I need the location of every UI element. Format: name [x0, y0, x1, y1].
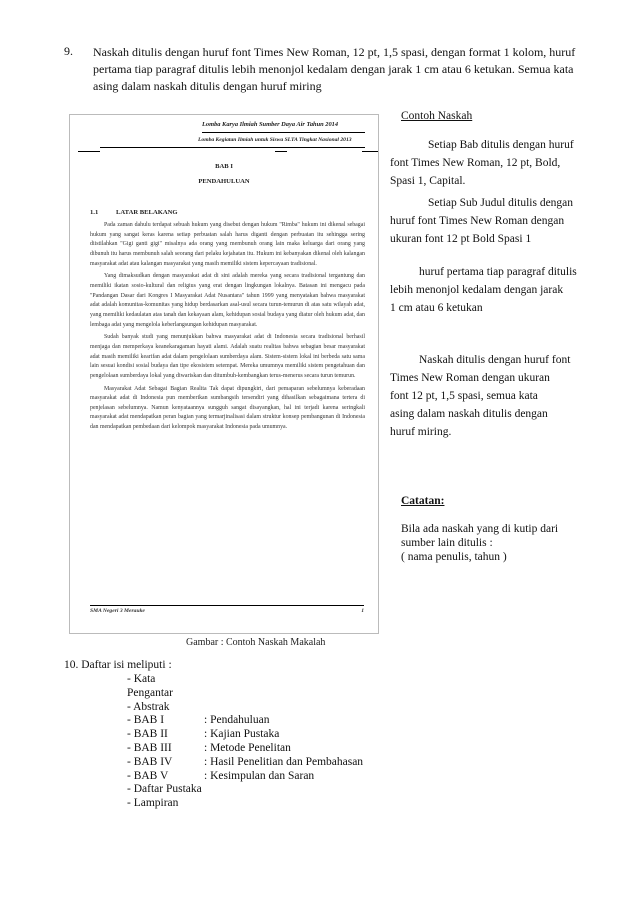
paper-chapter-title: PENDAHULUAN: [198, 178, 250, 185]
paper-rule-right: [362, 151, 378, 152]
naskah-note-line-2: Times New Roman dengan ukuran: [390, 372, 550, 384]
paper-paragraph: Pada zaman dahulu terdapat sebuah hukum yang disebut dengan hukum "Rimba" hukum ini dikenal sebagai hukum yang sangat keras karena setiap perbuatan salah harus diganti dengan perbuatan itu sehingga sering diistilahkan "Gigi ganti gigi" misalnya ada orang yang membunuh orang lain maka keluarga dari orang yang dibunuh itu harus membunuh salah seorang dari pelaku kejahatan itu. Hukum ini kebanyakan dikenal oleh kalangan masyarakat adat atau kalangan masyarakat yang masih memiliki sistem kepercayaan tradisional.: [90, 222, 365, 267]
paper-body: [90, 221, 365, 436]
toc-entry-title: : Kajian Pustaka: [204, 728, 280, 741]
item-9-number: 9.: [64, 44, 73, 58]
paper-paragraph: Masyarakat Adat Sebagai Bagian Realita Tak dapat dipungkiri, dari pemaparan sebelumnya keberadaan masyarakat adat di Indonesia pun memberikan sumbangsih tersendiri yang dihasilkan sebagaimana tertera di penjelasan sebelumnya. Namun kenyataannya sungguh sangat disayangkan, hal ini terjadi karena seringkali masyarakat adat mendapatkan peran bagian yang termarjinalisasi dalam struktur konsep pembangunan di Indonesia dan mendapatkan pembedaan dari kelompok masyarakat Indonesia pada umumnya.: [90, 385, 365, 431]
paper-section-number: 1.1: [90, 209, 99, 216]
toc-entry: [127, 673, 363, 701]
paper-footer-page: 1: [361, 608, 364, 614]
toc-entry-label: - Kata Pengantar: [127, 673, 173, 699]
toc-entry-title: : Hasil Penelitian dan Pembahasan: [204, 755, 364, 768]
figure-caption: Gambar : Contoh Naskah Makalah: [186, 637, 326, 648]
toc-entry-label: - BAB I: [127, 714, 165, 727]
toc-entry-title: : Metode Penelitan: [204, 741, 291, 754]
toc-entry-label: - Daftar Pustaka: [127, 783, 202, 796]
toc-entry: [127, 797, 363, 811]
catatan-title: Catatan:: [401, 495, 445, 507]
paragraf-note-line-1: huruf pertama tiap paragraf ditulis: [419, 266, 577, 278]
bab-note-line-3: Spasi 1, Capital.: [390, 175, 466, 187]
toc-entry: [127, 714, 363, 728]
catatan-line-2: sumber lain ditulis :: [401, 537, 493, 549]
paper-rule-left: [78, 151, 100, 152]
paper-header-rule-2: [100, 147, 365, 148]
bab-note-line-1: Setiap Bab ditulis dengan huruf: [428, 139, 574, 151]
toc-entry-label: - BAB II: [127, 728, 168, 741]
paper-section-title: LATAR BELAKANG: [116, 209, 178, 216]
subjudul-note-line-1: Setiap Sub Judul ditulis dengan: [428, 197, 574, 209]
item-9-line-1: Naskah ditulis dengan huruf font Times New Roman, 12 pt, 1,5 spasi, dengan format 1 kolom, huruf: [93, 45, 576, 59]
naskah-note-line-4: asing dalam naskah ditulis dengan: [390, 408, 548, 420]
item-9-line-3: asing dalam naskah ditulis dengan huruf miring: [93, 79, 322, 93]
toc-entry-label: - BAB III: [127, 741, 172, 754]
paper-footer-school: SMA Negeri 3 Merauke: [90, 608, 145, 614]
subjudul-note-line-3: ukuran font 12 pt Bold Spasi 1: [390, 233, 532, 245]
paper-footer: [90, 605, 364, 614]
paper-paragraph: Yang dimaksudkan dengan masyarakat adat di sini adalah mereka yang secara tradisional tergantung dan memiliki ikatan sosio-kultural dan religius yang erat dengan lingkungan lokalnya. Batasan ini mengacu pada "Pandangan Dasar dari Kongres I Masyarakat Adat Nusantara" tahun 1999 yang menyatakan bahwa masyarakat adat adalah komunitas-komunitas yang hidup berdasarkan asal-usul secara turun-temurun di atas satu wilayah adat, yang memiliki kedaulatan atas tanah dan kekayaan alam, kehidupan sosial budaya yang diatur oleh hukum adat, dan lembaga adat yang mengelola keberlangsungan kehidupan masyarakat.: [90, 273, 365, 328]
paper-paragraph: Sudah banyak studi yang menunjukkan bahwa masyarakat adat di Indonesia secara tradisional berhasil menjaga dan memperkaya keanekaragaman hayati alami. Adalah suatu realitas bahwa sebagian besar masyarakat adat masih memiliki kearifan adat dalam pengelolaan sumberdaya alam. Sistem-sistem lokal ini berbeda satu sama lain sesuai kondisi sosial budaya dan tipe ekosistem setempat. Mereka umumnya memiliki sistem pengetahuan dan pengelolaan sumberdaya lokal yang diwariskan dan ditumbuh-kembangkan terus-menerus secara turun temurun.: [90, 334, 365, 379]
toc-entry-label: - BAB IV: [127, 755, 173, 768]
catatan-line-3: ( nama penulis, tahun ): [401, 551, 507, 563]
naskah-note-line-5: huruf miring.: [390, 426, 452, 438]
toc-entry-label: - Lampiran: [127, 797, 179, 810]
paper-header-rule-1: [202, 132, 365, 133]
paragraf-note-line-2: lebih menonjol kedalam dengan jarak: [390, 284, 564, 296]
paper-rule-mid: [275, 151, 287, 152]
sample-paper-image: [69, 114, 379, 634]
subjudul-note-line-2: huruf font Times New Roman dengan: [390, 215, 565, 227]
item-10-heading: 10. Daftar isi meliputi :: [64, 659, 172, 671]
paper-header-2: Lomba Kegiatan Ilmiah untuk Siswa SLTA Tingkat Nasional 2013: [198, 137, 352, 143]
toc-entry: [127, 701, 363, 715]
toc-entry: [127, 742, 363, 756]
toc-entry: [127, 770, 363, 784]
toc-entry: [127, 756, 363, 770]
naskah-note-line-1: Naskah ditulis dengan huruf font: [419, 354, 571, 366]
toc-list: [127, 673, 363, 811]
contoh-naskah-title: Contoh Naskah: [401, 110, 473, 122]
catatan-line-1: Bila ada naskah yang di kutip dari: [401, 523, 559, 535]
bab-note-line-2: font Times New Roman, 12 pt, Bold,: [390, 157, 561, 169]
item-9-line-2: pertama tiap paragraf ditulis lebih menonjol kedalam dengan jarak 1 cm atau 6 ketukan. Semua kata: [93, 62, 574, 76]
toc-entry-label: - Abstrak: [127, 700, 170, 713]
toc-entry: [127, 728, 363, 742]
paper-chapter: BAB I: [215, 163, 233, 170]
toc-entry-title: : Kesimpulan dan Saran: [204, 769, 315, 782]
paper-header-1: Lomba Karya Ilmiah Sumber Daya Air Tahun 2014: [202, 121, 339, 128]
paragraf-note-line-3: 1 cm atau 6 ketukan: [390, 302, 483, 314]
toc-entry-label: - BAB V: [127, 769, 169, 782]
naskah-note-line-3: font 12 pt, 1,5 spasi, semua kata: [390, 390, 538, 402]
toc-entry: [127, 783, 363, 797]
toc-entry-title: : Pendahuluan: [204, 714, 270, 727]
